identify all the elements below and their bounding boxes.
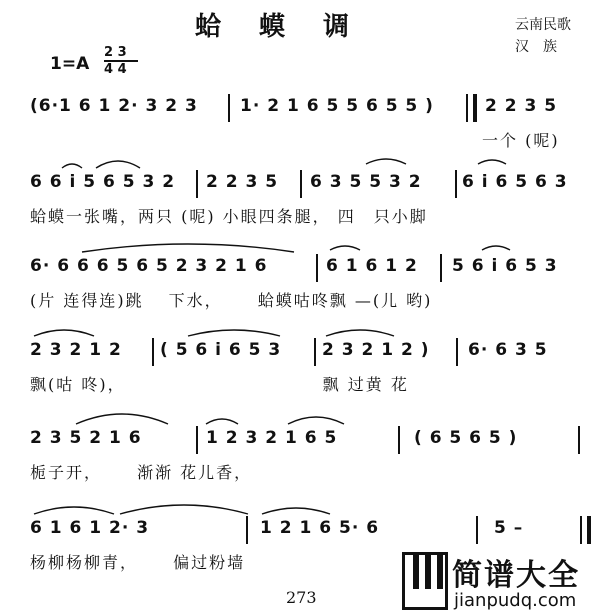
slur-arc (288, 417, 344, 424)
lyrics-line: 飘(咕 咚)， 飘 过黄 花 (30, 375, 409, 394)
lyrics-line: 蛤蟆一张嘴，两只 (呢) 小眼四条腿， 四 只小脚 (30, 207, 428, 226)
lyrics-line: (片 连得连)跳 下水， 蛤蟆咕咚飘 —(儿 哟) (30, 291, 433, 310)
slur-arc (76, 414, 168, 424)
measure: (6·1 6 1 2· 3 2 3 (30, 96, 198, 116)
measure: 2 3 5 2 1 6 (30, 428, 142, 448)
slur-arc (330, 246, 360, 250)
measure: 5 6 i 6 5 3 (452, 256, 558, 276)
song-title: 蛤蟆调 (195, 12, 388, 42)
origin-line-1: 云南民歌 (515, 17, 571, 33)
slur-arc (82, 244, 294, 252)
slur-arc (206, 419, 238, 424)
measure: 6 1 6 1 2· 3 (30, 518, 150, 538)
measure: 6· 6 6 6 5 6 5 2 3 2 1 6 (30, 256, 268, 276)
slur-arc (62, 164, 82, 168)
slur-arc (120, 505, 248, 514)
slur-arc (326, 330, 394, 336)
slur-arc (262, 508, 330, 514)
measure: 6 1 6 1 2 (326, 256, 418, 276)
measure: 2 2 3 5 (206, 172, 279, 192)
measure: 6· 6 3 5 (468, 340, 548, 360)
logo-text: 简谱大全 (452, 558, 580, 593)
lyrics-line: 杨柳杨柳青， 偏过粉墙 (30, 553, 246, 572)
slur-arc (34, 330, 94, 336)
slur-arc (366, 159, 406, 164)
lyrics-line: 一个 (呢) (482, 131, 560, 150)
measure: 6 3 5 5 3 2 (310, 172, 422, 192)
measure: 2 2 3 5 (485, 96, 558, 116)
lyrics-line: 栀子开， 渐渐 花儿香， (30, 463, 253, 482)
site-logo (400, 548, 609, 616)
slur-arc (478, 160, 506, 164)
origin-line-2: 汉 族 (515, 39, 557, 55)
measure: ( 5 6 i 6 5 3 (160, 340, 282, 360)
key-signature: 1=A (50, 54, 90, 74)
meter-top: 2 3 (104, 45, 127, 60)
measure: 6 i 6 5 6 3 (462, 172, 568, 192)
measure: 2 3 2 1 2 (30, 340, 122, 360)
measure: 5 – (494, 518, 524, 538)
measure: ( 6 5 6 5 ) (414, 428, 518, 448)
measure: 1 2 3 2 1 6 5 (206, 428, 338, 448)
logo-url: jianpudq.com (454, 590, 577, 611)
slur-arc (34, 507, 114, 514)
page-number: 273 (286, 588, 317, 607)
slur-arc (482, 246, 510, 250)
measure: 2 3 2 1 2 ) (322, 340, 430, 360)
piano-icon (402, 552, 448, 610)
measure: 1· 2 1 6 5 5 6 5 5 ) (240, 96, 434, 116)
measure: 6 6 i 5 6 5 3 2 (30, 172, 176, 192)
slur-arc (188, 330, 280, 336)
measure: 1 2 1 6 5· 6 (260, 518, 380, 538)
meter-bottom: 4 4 (104, 62, 127, 77)
slur-arc (96, 161, 140, 168)
